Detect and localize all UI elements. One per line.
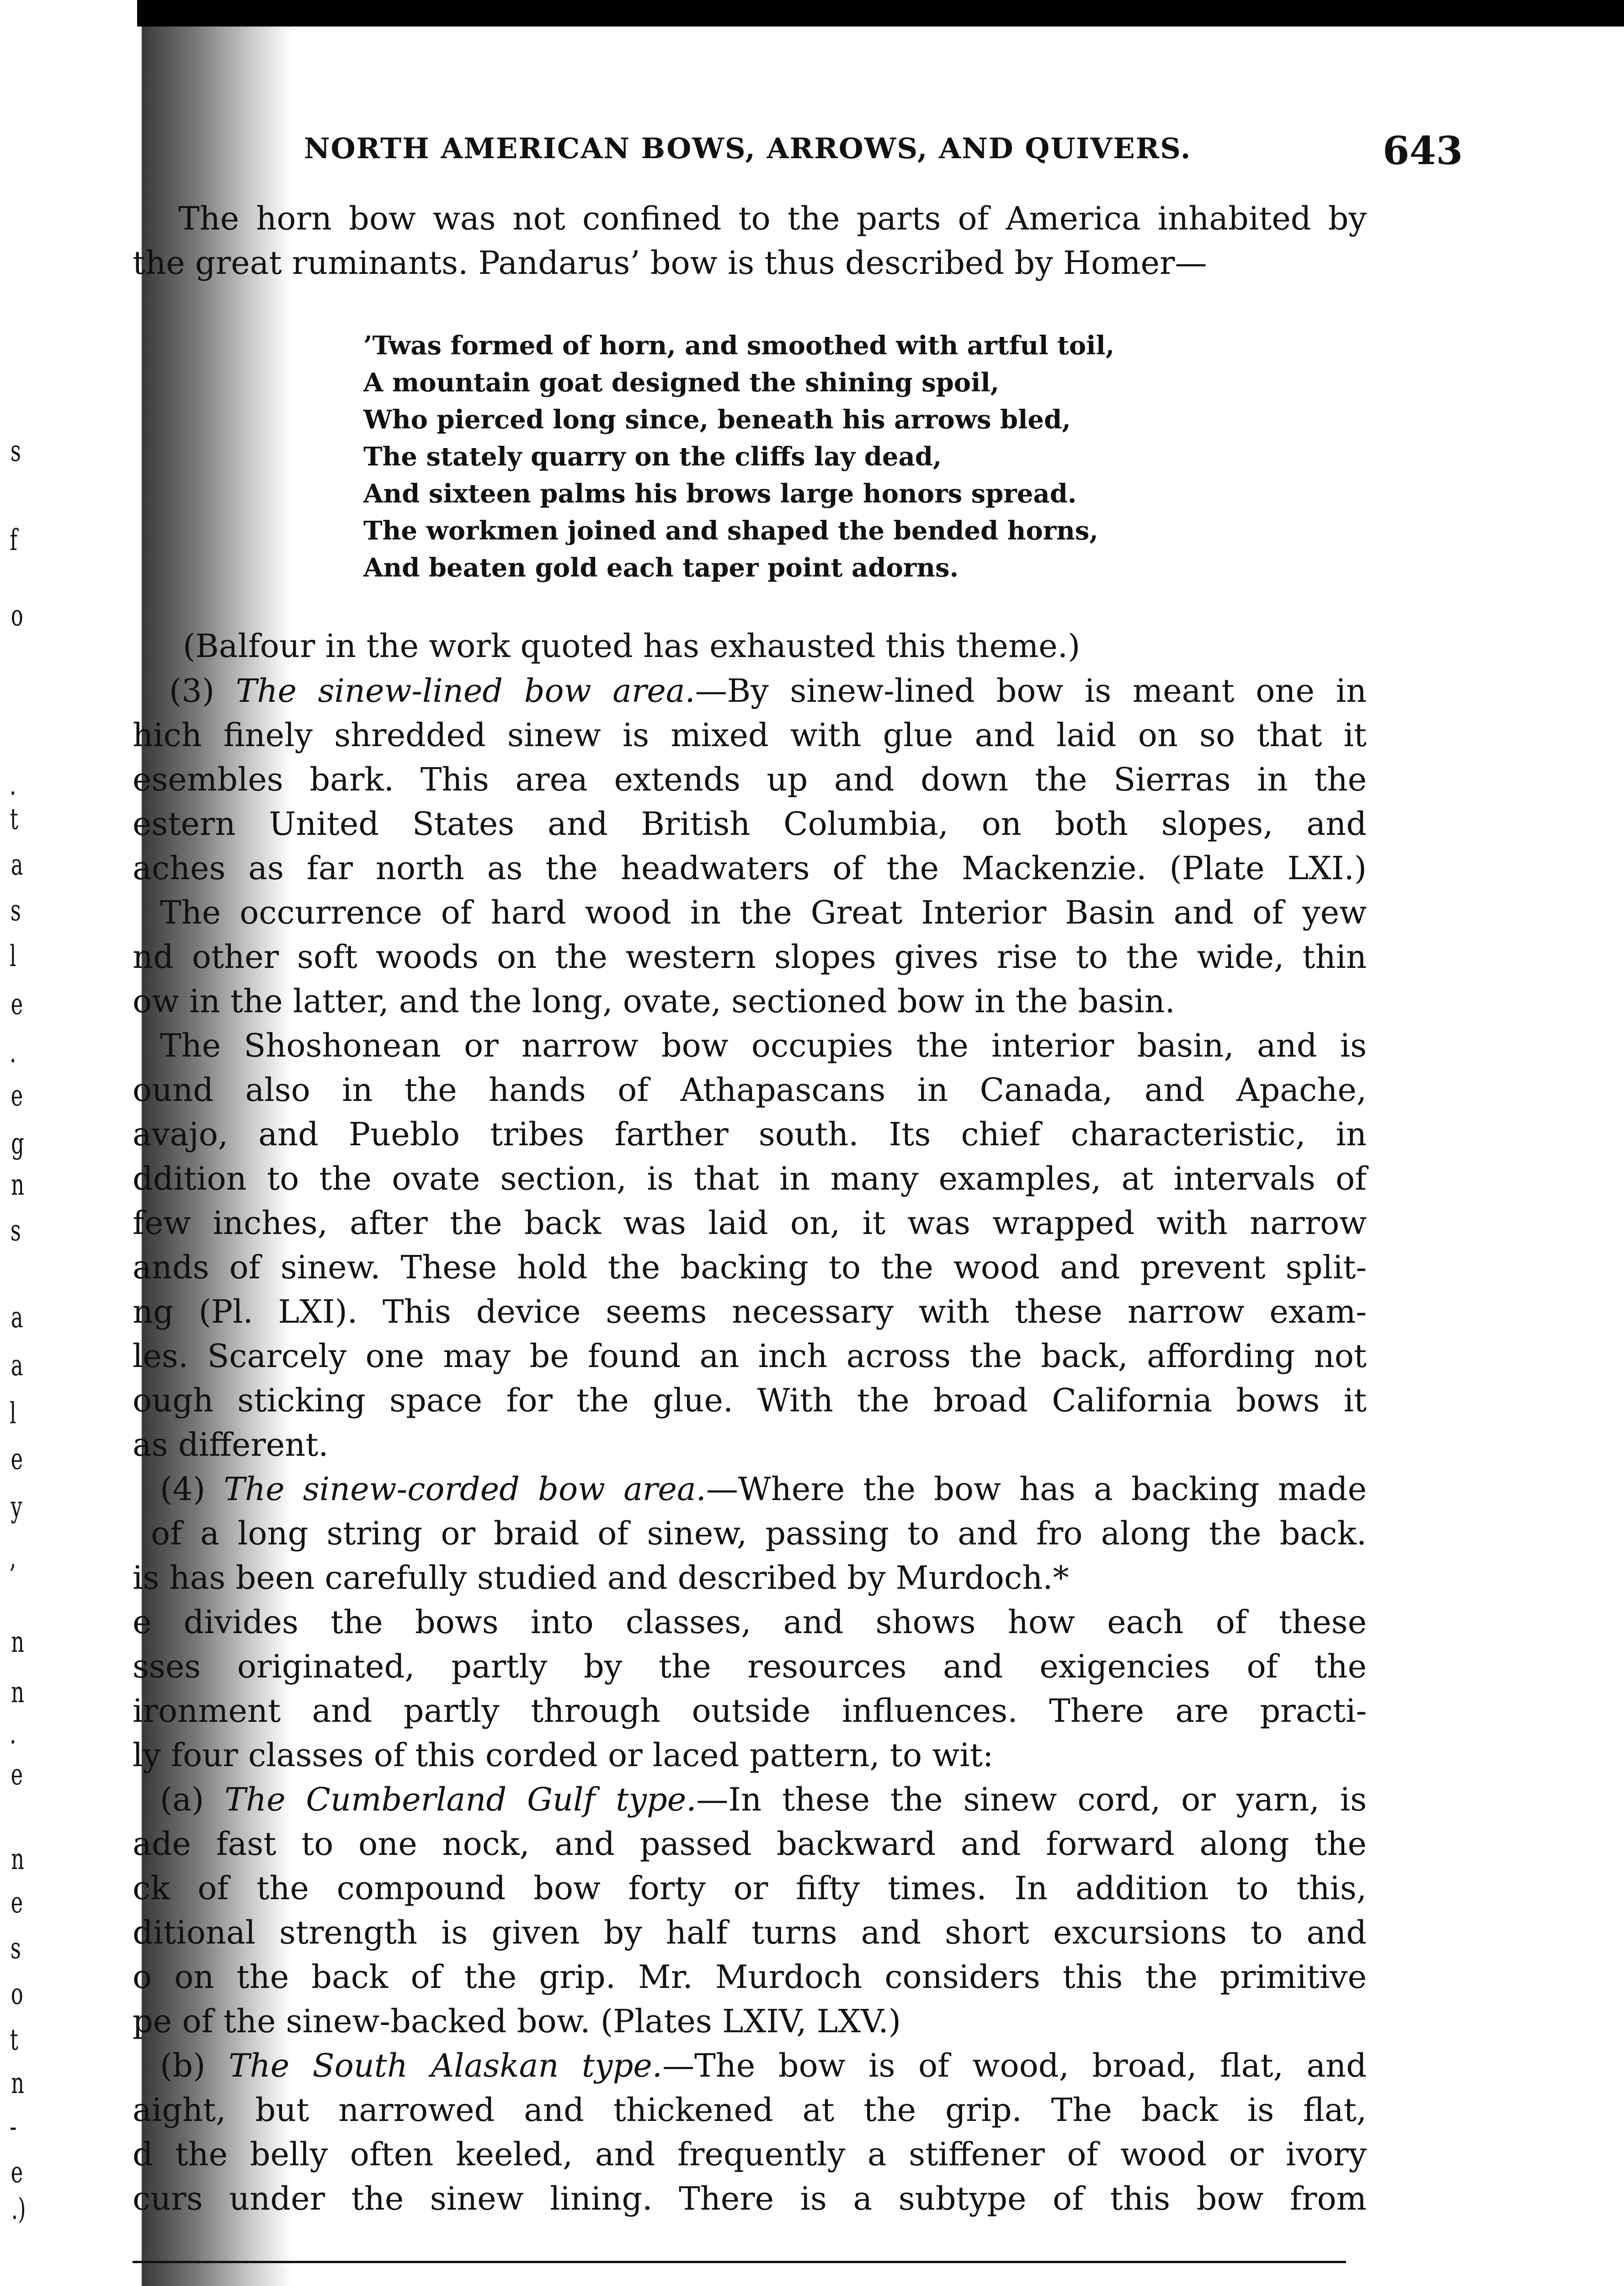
section-heading-line <box>160 1470 1367 1508</box>
margin-glyph: s <box>10 1932 21 1966</box>
margin-glyph: - <box>10 2110 17 2144</box>
margin-glyph: e <box>11 1758 23 1792</box>
margin-glyph: o <box>11 1977 23 2011</box>
section-number: (4) <box>160 1470 206 1508</box>
margin-glyph: . <box>10 1036 16 1069</box>
poem-line: Who pierced long since, beneath his arrows bled, <box>363 405 1071 435</box>
body-line: ironment and partly through outside influences. There are practi- <box>133 1692 1367 1730</box>
margin-glyph: n <box>11 1168 25 1202</box>
body-line: aches as far north as the headwaters of the Mackenzie. (Plate LXI.) <box>133 849 1367 887</box>
margin-glyph: t <box>10 802 18 836</box>
intro-line: The horn bow was not confined to the parts of America inhabited by <box>178 200 1367 237</box>
margin-glyph: n <box>11 1625 25 1659</box>
body-line: estern United States and British Columbia, on both slopes, and <box>133 805 1367 843</box>
body-line: of a long string or braid of sinew, passing to and fro along the back. <box>151 1515 1367 1552</box>
body-line: ng (Pl. LXI). This device seems necessary with these narrow exam- <box>133 1293 1367 1330</box>
body-line: sses originated, partly by the resources and exigencies of the <box>133 1648 1367 1685</box>
balfour-note: (Balfour in the work quoted has exhausted this theme.) <box>183 627 1081 665</box>
body-line: o on the back of the grip. Mr. Murdoch considers this the primitive <box>133 1958 1367 1996</box>
margin-glyph: t <box>10 2023 18 2057</box>
margin-glyph: .) <box>11 2192 26 2226</box>
body-line: e divides the bows into classes, and shows how each of these <box>133 1603 1367 1641</box>
left-page-margin <box>0 0 137 2286</box>
margin-glyph: s <box>10 1214 21 1248</box>
poem-line: The stately quarry on the cliffs lay dead, <box>363 442 942 472</box>
margin-glyph: e <box>11 1442 23 1476</box>
margin-glyph: a <box>11 1301 23 1335</box>
body-line: aight, but narrowed and thickened at the grip. The back is flat, <box>133 2091 1367 2129</box>
body-line: pe of the sinew-backed bow. (Plates LXIV, LXV.) <box>133 2003 901 2040</box>
subsection-text: —In these the sinew cord, or yarn, is <box>696 1781 1367 1818</box>
body-line: The occurrence of hard wood in the Great Interior Basin and of yew <box>160 894 1367 931</box>
body-line: hich finely shredded sinew is mixed with glue and laid on so that it <box>133 716 1367 754</box>
body-line: ow in the latter, and the long, ovate, sectioned bow in the basin. <box>133 983 1175 1020</box>
poem-line: The workmen joined and shaped the bended horns, <box>363 516 1098 546</box>
page-text <box>133 27 1624 2286</box>
page-number: 643 <box>1383 128 1463 173</box>
margin-glyph: e <box>11 1886 23 1920</box>
body-line: ck of the compound bow forty or fifty times. In addition to this, <box>133 1869 1367 1907</box>
margin-glyph: a <box>11 848 23 882</box>
body-line: ade fast to one nock, and passed backward and forward along the <box>133 1825 1367 1863</box>
section-heading-line <box>169 672 1367 710</box>
section-number: (3) <box>169 672 215 710</box>
margin-glyph: . <box>10 1717 16 1751</box>
poem-line: A mountain goat designed the shining spoil, <box>363 368 1000 398</box>
margin-glyph: n <box>11 2067 25 2100</box>
body-line: curs under the sinew lining. There is a subtype of this bow from <box>133 2180 1367 2217</box>
poem-line: And sixteen palms his brows large honors spread. <box>363 479 1077 509</box>
margin-glyph: n <box>11 1843 25 1876</box>
section-text: —Where the bow has a backing made <box>706 1470 1367 1508</box>
margin-glyph: l <box>10 940 16 973</box>
body-line: ough sticking space for the glue. With the broad California bows it <box>133 1382 1367 1419</box>
section-title: The sinew-corded bow area. <box>224 1470 706 1508</box>
margin-glyph: s <box>10 434 21 468</box>
body-line: is has been carefully studied and described by Murdoch.* <box>133 1559 1069 1597</box>
subsection-text: —The bow is of wood, broad, flat, and <box>662 2047 1367 2084</box>
book-page <box>133 27 1624 2286</box>
subsection-label: (a) <box>160 1781 204 1818</box>
margin-glyph: f <box>10 523 18 557</box>
running-header: NORTH AMERICAN BOWS, ARROWS, AND QUIVERS. <box>304 132 1192 165</box>
poem-line: And beaten gold each taper point adorns. <box>363 553 959 583</box>
body-line: nd other soft woods on the western slopes gives rise to the wide, thin <box>133 938 1367 976</box>
subsection-label: (b) <box>160 2047 206 2084</box>
body-line: esembles bark. This area extends up and down the Sierras in the <box>133 761 1367 798</box>
margin-glyph: e <box>11 2156 23 2190</box>
body-line: as different. <box>133 1426 329 1463</box>
margin-glyph: , <box>10 1541 16 1575</box>
body-line: les. Scarcely one may be found an inch across the back, affording not <box>133 1337 1367 1375</box>
subsection-heading-line <box>160 1781 1367 1818</box>
subsection-title: The South Alaskan type. <box>228 2047 663 2084</box>
margin-glyph: e <box>11 1079 23 1113</box>
margin-glyph: o <box>11 599 23 633</box>
body-line: ly four classes of this corded or laced pattern, to wit: <box>133 1736 994 1774</box>
margin-glyph: l <box>10 1397 16 1431</box>
body-line: The Shoshonean or narrow bow occupies the interior basin, and is <box>160 1027 1367 1064</box>
margin-glyph: . <box>10 768 16 802</box>
margin-glyph: g <box>11 1127 24 1161</box>
intro-line: the great ruminants. Pandarus’ bow is thus described by Homer— <box>133 244 1207 282</box>
body-line: avajo, and Pueblo tribes farther south. Its chief characteristic, in <box>133 1116 1367 1153</box>
footnote-rule <box>133 2261 1346 2263</box>
body-line: ands of sinew. These hold the backing to the wood and prevent split- <box>133 1249 1367 1286</box>
subsection-heading-line <box>160 2047 1367 2084</box>
margin-glyph: n <box>11 1676 25 1709</box>
margin-glyph: e <box>11 988 23 1021</box>
body-line: ditional strength is given by half turns and short excursions to and <box>133 1914 1367 1951</box>
section-title: The sinew-lined bow area. <box>235 672 695 710</box>
body-line: ound also in the hands of Athapascans in Canada, and Apache, <box>133 1071 1367 1109</box>
body-line: few inches, after the back was laid on, it was wrapped with narrow <box>133 1204 1367 1242</box>
poem-line: ’Twas formed of horn, and smoothed with artful toil, <box>363 331 1115 361</box>
body-line: d the belly often keeled, and frequently a stiffener of wood or ivory <box>133 2136 1367 2173</box>
margin-glyph: y <box>11 1490 22 1524</box>
subsection-title: The Cumberland Gulf type. <box>224 1781 697 1818</box>
margin-glyph: s <box>10 894 21 928</box>
body-line: ddition to the ovate section, is that in many examples, at intervals of <box>133 1160 1367 1197</box>
section-text: —By sinew-lined bow is meant one in <box>695 672 1367 710</box>
margin-glyph: a <box>11 1349 23 1383</box>
